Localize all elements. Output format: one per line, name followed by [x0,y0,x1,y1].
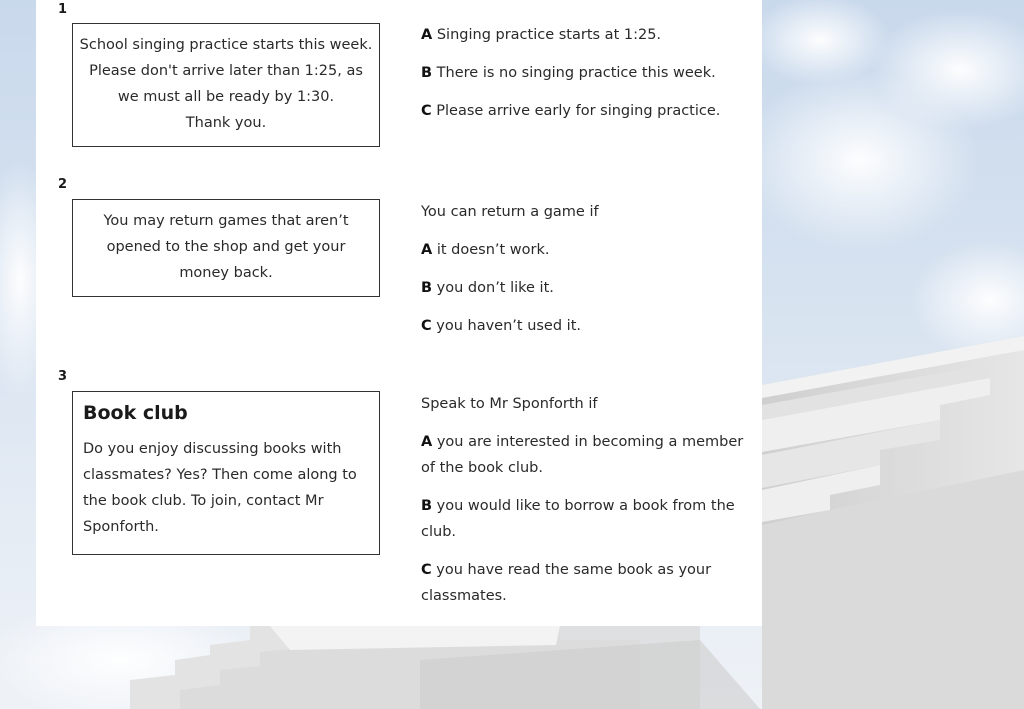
option-c[interactable]: C Please arrive early for singing practice. [421,103,721,119]
notice-line: You may return games that aren’t [103,213,349,229]
notice-line: we must all be ready by 1:30. [117,89,335,105]
notice-line: Thank you. [185,115,267,131]
option-c[interactable]: C you haven’t used it. [421,318,581,334]
question-stem: Speak to Mr Sponforth if [421,396,598,412]
notice-line: Please don't arrive later than 1:25, as [89,63,363,79]
answer-options [421,391,751,609]
answer-options [421,22,751,124]
question-number: 1 [58,2,68,17]
question-number: 2 [58,177,68,192]
question-number: 3 [58,369,68,384]
option-c[interactable]: C you have read the same book as your classmates. [421,562,712,604]
answer-options [421,199,751,339]
notice-line: Sponforth. [83,519,159,535]
notice-box-games [72,199,380,297]
option-b[interactable]: B you don’t like it. [421,280,554,296]
option-b[interactable]: B There is no singing practice this week. [421,65,716,81]
option-a[interactable]: A Singing practice starts at 1:25. [421,27,662,43]
option-a[interactable]: A you are interested in becoming a member of the book club. [421,434,744,476]
notice-title: Book club [83,402,188,424]
notice-line: classmates? Yes? Then come along to [83,467,357,483]
notice-box-book-club [72,391,380,555]
question-stem: You can return a game if [421,204,599,220]
notice-line: Do you enjoy discussing books with [83,441,342,457]
option-b[interactable]: B you would like to borrow a book from the club. [421,498,735,540]
notice-box-singing [72,23,380,147]
notice-line: money back. [179,265,273,281]
notice-line: School singing practice starts this week. [79,37,373,53]
option-a[interactable]: A it doesn’t work. [421,242,550,258]
notice-line: opened to the shop and get your [106,239,346,255]
notice-line: the book club. To join, contact Mr [83,493,324,509]
worksheet-page [36,0,762,626]
